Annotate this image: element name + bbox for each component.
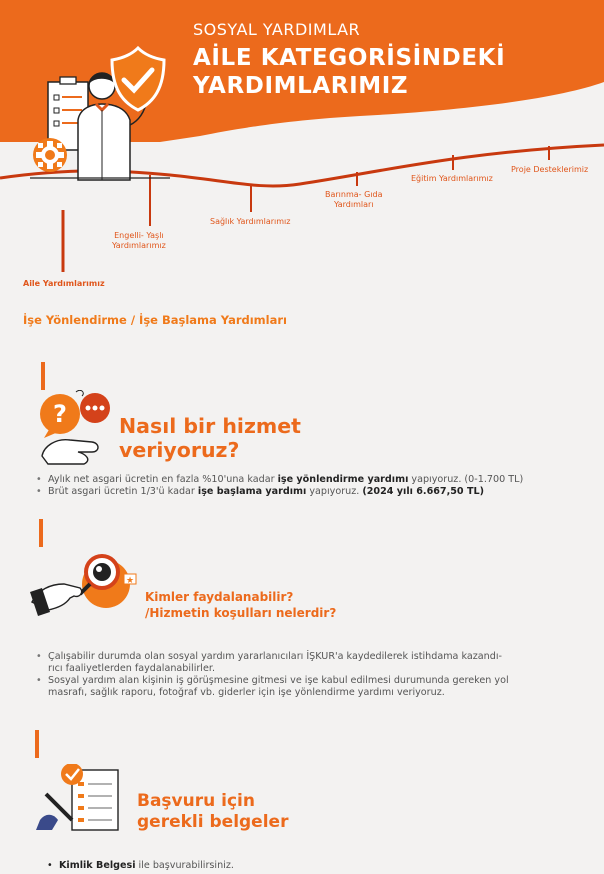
section1-title-line2: veriyoruz? bbox=[119, 438, 240, 462]
gear-icon bbox=[33, 138, 67, 172]
timeline-item-egitim[interactable] bbox=[411, 174, 493, 184]
svg-text:?: ? bbox=[53, 400, 67, 428]
svg-text:★: ★ bbox=[125, 575, 135, 585]
list-item: • Kimlik Belgesi ile başvurabilirsiniz. bbox=[45, 860, 585, 872]
section2-list bbox=[34, 651, 594, 699]
section3-title-line1: Başvuru için bbox=[137, 791, 255, 811]
list-item: • Brüt asgari ücretin 1/3'ü kadar işe başlama yardımı yapıyoruz. (2024 yılı 6.667,50 TL) bbox=[34, 486, 594, 498]
list-item: • Aylık net asgari ücretin en fazla %10'una kadar işe yönlendirme yardımı yapıyoruz. (0-1.700 TL) bbox=[34, 474, 594, 486]
timeline-item-aile[interactable] bbox=[23, 279, 105, 289]
timeline-item-proje[interactable] bbox=[511, 165, 588, 175]
timeline-label: Proje Desteklerimiz bbox=[511, 165, 589, 174]
list-item: • Çalışabilir durumda olan sosyal yardım yararlanıcıları İŞKUR'a kaydedilerek istihdama kazandı- rıcı faaliyetlerden faydalanabilirler. bbox=[34, 651, 594, 675]
timeline-label: Eğitim Yardımlarımız bbox=[411, 174, 493, 183]
list-item: • Sosyal yardım alan kişinin iş görüşmesine gitmesi ve işe kabul edilmesi durumunda gereken yol masrafı, sağlık raporu, fotoğraf vb. giderler için işe yönlendirme yardımı veriyoruz. bbox=[34, 675, 594, 699]
timeline-label: Sağlık Yardımlarımız bbox=[210, 217, 291, 226]
header-category: SOSYAL YARDIMLAR bbox=[193, 20, 361, 39]
timeline-item-engelli[interactable] bbox=[112, 231, 166, 251]
page-subtitle: İşe Yönlendirme / İşe Başlama Yardımları bbox=[23, 313, 287, 327]
section3-title-line2: gerekli belgeler bbox=[137, 812, 289, 832]
section2-title-line2: /Hizmetin koşulları nelerdir? bbox=[145, 606, 337, 620]
section2-title-line1: Kimler faydalanabilir? bbox=[145, 590, 294, 604]
timeline-label: Aile Yardımlarımız bbox=[23, 279, 105, 288]
section2-title bbox=[145, 589, 336, 621]
timeline-item-barinma[interactable] bbox=[325, 190, 383, 210]
section-divider-1 bbox=[41, 362, 45, 390]
header-title-line1: AİLE KATEGORİSİNDEKİ bbox=[193, 45, 506, 71]
section-divider-2 bbox=[39, 519, 43, 547]
timeline-label-line2: Yardımlarımız bbox=[112, 241, 166, 250]
timeline-label-line1: Barınma- Gıda bbox=[325, 190, 383, 199]
section1-title-line1: Nasıl bir hizmet bbox=[119, 414, 301, 438]
checklist-icon bbox=[32, 764, 122, 836]
magnifier-hand-icon bbox=[28, 548, 144, 620]
timeline-label-line2: Yardımları bbox=[333, 200, 374, 209]
timeline-item-saglik[interactable] bbox=[210, 217, 290, 227]
section3-list bbox=[45, 860, 585, 872]
section3-title bbox=[137, 791, 288, 833]
question-bubble-icon bbox=[34, 390, 116, 466]
header-title-line2: YARDIMLARIMIZ bbox=[193, 73, 409, 99]
section-divider-3 bbox=[35, 730, 39, 758]
section1-list bbox=[34, 474, 594, 498]
timeline-label-line1: Engelli- Yaşlı bbox=[114, 231, 164, 240]
section1-title bbox=[119, 414, 301, 462]
